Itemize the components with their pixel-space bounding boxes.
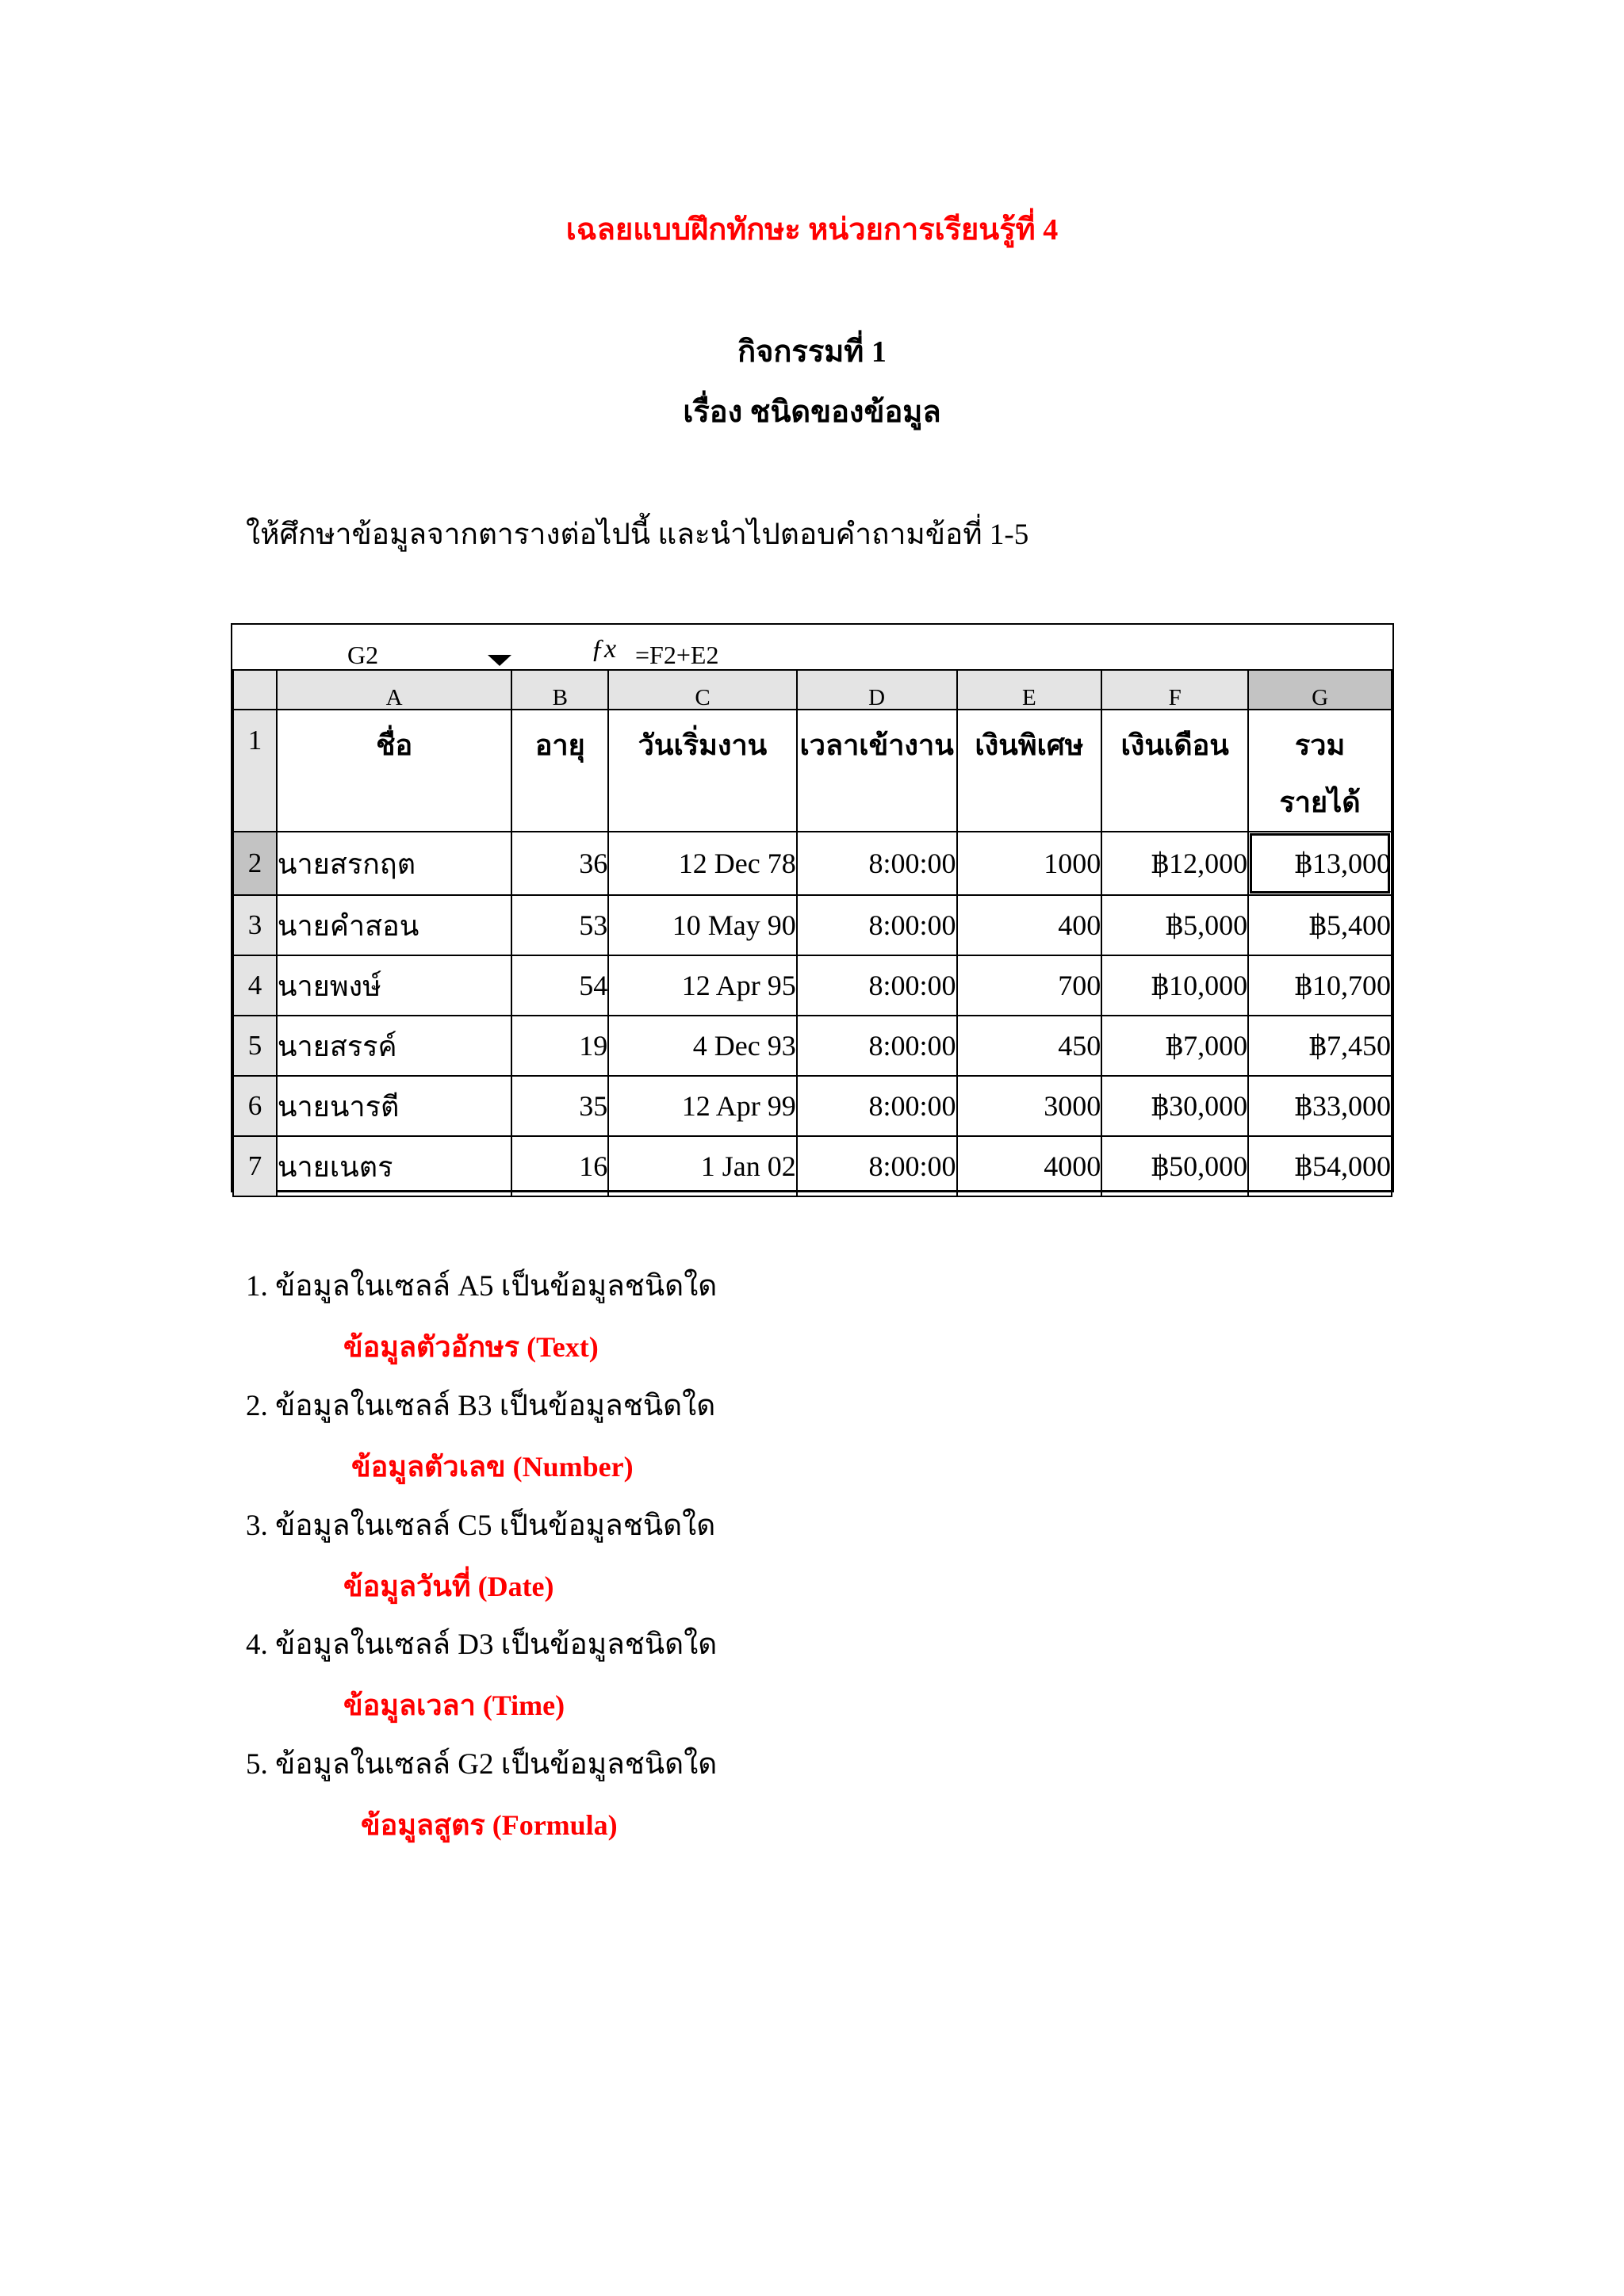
cell[interactable]: ชื่อ <box>277 710 511 832</box>
cell[interactable]: เวลาเข้างาน <box>797 710 957 832</box>
question-1: 1. ข้อมูลในเซลล์ A5 เป็นข้อมูลชนิดใด <box>246 1270 718 1303</box>
select-all-corner[interactable] <box>233 670 277 710</box>
cell[interactable]: 450 <box>957 1016 1102 1076</box>
cell[interactable]: นายสรกฤต <box>277 832 511 895</box>
column-header-row <box>233 670 1392 710</box>
row-header[interactable]: 6 <box>233 1076 277 1136</box>
question-2: 2. ข้อมูลในเซลล์ B3 เป็นข้อมูลชนิดใด <box>246 1390 716 1422</box>
question-4: 4. ข้อมูลในเซลล์ D3 เป็นข้อมูลชนิดใด <box>246 1628 718 1661</box>
cell[interactable]: นายนารตี <box>277 1076 511 1136</box>
cell[interactable]: 4000 <box>957 1136 1102 1196</box>
cell[interactable]: ฿7,000 <box>1101 1016 1248 1076</box>
cell[interactable]: ฿54,000 <box>1248 1136 1392 1196</box>
cell[interactable]: 8:00:00 <box>797 832 957 895</box>
formula-input[interactable]: =F2+E2 <box>635 641 719 669</box>
cell[interactable]: 16 <box>511 1136 608 1196</box>
cell[interactable]: 8:00:00 <box>797 1136 957 1196</box>
cell[interactable]: 36 <box>511 832 608 895</box>
cell[interactable]: 700 <box>957 955 1102 1016</box>
name-box[interactable]: G2 <box>347 641 379 669</box>
fx-icon: ƒx <box>591 634 617 664</box>
cell[interactable]: ฿5,000 <box>1101 895 1248 955</box>
cell[interactable]: นายสรรค์ <box>277 1016 511 1076</box>
table-row <box>233 1016 1392 1076</box>
cell[interactable]: นายพงษ์ <box>277 955 511 1016</box>
row-header[interactable]: 4 <box>233 955 277 1016</box>
cell[interactable]: 8:00:00 <box>797 1076 957 1136</box>
cell[interactable]: 10 May 90 <box>608 895 797 955</box>
cell[interactable]: 8:00:00 <box>797 895 957 955</box>
cell[interactable]: 12 Apr 95 <box>608 955 797 1016</box>
table-row <box>233 832 1392 895</box>
page-title: เฉลยแบบฝึกทักษะ หน่วยการเรียนรู้ที่ 4 <box>565 213 1059 247</box>
row-header[interactable]: 1 <box>233 710 277 832</box>
column-header[interactable]: F <box>1101 670 1248 710</box>
table-row <box>233 895 1392 955</box>
column-header[interactable]: B <box>511 670 608 710</box>
cell[interactable]: นายเนตร <box>277 1136 511 1196</box>
cell[interactable]: เงินเดือน <box>1101 710 1248 832</box>
cell[interactable]: 400 <box>957 895 1102 955</box>
cell[interactable]: 3000 <box>957 1076 1102 1136</box>
table-row <box>233 1136 1392 1196</box>
row-header[interactable]: 3 <box>233 895 277 955</box>
dropdown-arrow-icon[interactable] <box>488 655 511 666</box>
cell[interactable]: 54 <box>511 955 608 1016</box>
cell[interactable]: 4 Dec 93 <box>608 1016 797 1076</box>
cell[interactable]: 35 <box>511 1076 608 1136</box>
table-row <box>233 1076 1392 1136</box>
cell[interactable]: ฿7,450 <box>1248 1016 1392 1076</box>
table-header-row <box>233 710 1392 832</box>
cell[interactable]: 19 <box>511 1016 608 1076</box>
answer-3: ข้อมูลวันที่ (Date) <box>343 1571 554 1602</box>
cell[interactable]: ฿10,700 <box>1248 955 1392 1016</box>
row-header[interactable]: 5 <box>233 1016 277 1076</box>
cell[interactable]: 8:00:00 <box>797 1016 957 1076</box>
cell[interactable]: 12 Dec 78 <box>608 832 797 895</box>
cell[interactable]: 1000 <box>957 832 1102 895</box>
cell[interactable]: ฿33,000 <box>1248 1076 1392 1136</box>
column-header[interactable]: A <box>277 670 511 710</box>
cell[interactable]: ฿50,000 <box>1101 1136 1248 1196</box>
column-header[interactable]: E <box>957 670 1102 710</box>
column-header[interactable]: G <box>1248 670 1392 710</box>
instruction-text: ให้ศึกษาข้อมูลจากตารางต่อไปนี้ และนำไปตอบคำถามข้อที่ 1-5 <box>246 519 1029 551</box>
cell[interactable]: เงินพิเศษ <box>957 710 1102 832</box>
cell[interactable]: นายคำสอน <box>277 895 511 955</box>
column-header[interactable]: C <box>608 670 797 710</box>
activity-heading: กิจกรรมที่ 1 <box>737 335 887 369</box>
question-5: 5. ข้อมูลในเซลล์ G2 เป็นข้อมูลชนิดใด <box>246 1748 718 1781</box>
row-header[interactable]: 2 <box>233 832 277 895</box>
cell-grid <box>232 669 1392 1197</box>
cell[interactable]: วันเริ่มงาน <box>608 710 797 832</box>
cell[interactable]: ฿12,000 <box>1101 832 1248 895</box>
answer-4: ข้อมูลเวลา (Time) <box>343 1689 565 1721</box>
cell[interactable]: 53 <box>511 895 608 955</box>
answer-5: ข้อมูลสูตร (Formula) <box>361 1809 618 1841</box>
cell[interactable]: ฿30,000 <box>1101 1076 1248 1136</box>
cell[interactable]: 8:00:00 <box>797 955 957 1016</box>
cell[interactable]: อายุ <box>511 710 608 832</box>
subject-heading: เรื่อง ชนิดของข้อมูล <box>683 396 941 429</box>
formula-bar <box>232 625 1392 671</box>
cell[interactable]: ฿5,400 <box>1248 895 1392 955</box>
cell[interactable]: 12 Apr 99 <box>608 1076 797 1136</box>
question-3: 3. ข้อมูลในเซลล์ C5 เป็นข้อมูลชนิดใด <box>246 1510 716 1542</box>
answer-1: ข้อมูลตัวอักษร (Text) <box>343 1331 599 1363</box>
cell[interactable]: ฿10,000 <box>1101 955 1248 1016</box>
table-row <box>233 955 1392 1016</box>
active-cell[interactable]: ฿13,000 <box>1248 832 1392 895</box>
column-header[interactable]: D <box>797 670 957 710</box>
spreadsheet <box>231 623 1394 1192</box>
answer-2: ข้อมูลตัวเลข (Number) <box>351 1451 634 1483</box>
cell[interactable]: 1 Jan 02 <box>608 1136 797 1196</box>
cell[interactable]: รวม รายได้ <box>1248 710 1392 832</box>
row-header[interactable]: 7 <box>233 1136 277 1196</box>
